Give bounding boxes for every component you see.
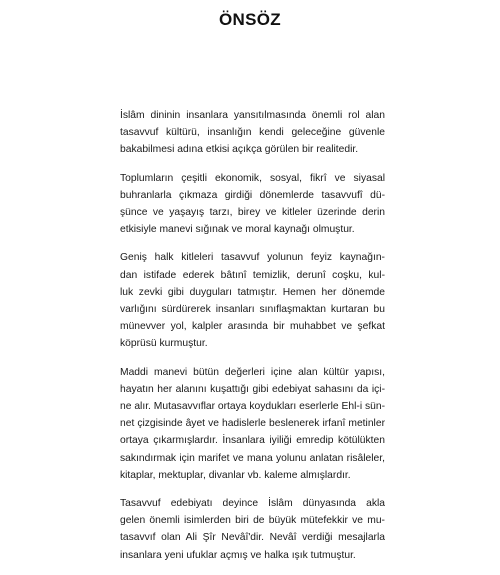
- text-line: ne alır. Mutasavvıflar ortaya koydukları eserlerle Ehl-i sün-: [120, 401, 385, 413]
- text-line: ortaya çıkarmışlardır. İnsanlara iyiliği emredip kötülükten: [120, 435, 385, 447]
- text-line: buhranlarla çıkmaza girdiği dönemlerde tasavvufî dü-: [120, 189, 385, 201]
- text-line: Geniş halk kitleleri tasavvuf yolunun feyiz kaynağın-: [120, 252, 385, 264]
- text-line: münevver yol, kalpler arasında bir muhabbet ve şefkat: [120, 321, 385, 333]
- text-line: İslâm dininin insanlara yansıtılmasında önemli rol alan: [120, 110, 385, 121]
- text-line: Tasavvuf edebiyatı deyince İslâm dünyasında akla: [120, 498, 385, 510]
- paragraph-2: [120, 170, 385, 239]
- text-line: şünce ve yaşayış tarzı, birey ve kitleler üzerinde derin: [120, 207, 385, 219]
- text-line: hayatın her alanını kuşattığı gibi edebiyat sahasını da içi-: [120, 383, 385, 395]
- page-title: ÖNSÖZ: [219, 10, 281, 29]
- text-line: tasavvuf kültürü, insanlığın kendi geleceğine güvenle: [120, 127, 385, 139]
- text-line: luk zevki gibi duyguları tatmıştır. Hemen her dönemde: [120, 286, 385, 298]
- text-line: varlığını sürdürerek insanları sınıflaşmaktan kurtaran bu: [120, 304, 385, 316]
- paragraph-1: [120, 107, 385, 159]
- text-line: kitaplar, mektuplar, divanlar vb. kaleme almışlardır.: [120, 469, 351, 481]
- text-line: dan istifade ederek bâtınî temizlik, derunî coşku, kul-: [120, 269, 385, 281]
- paragraph-3: [120, 249, 385, 352]
- paragraph-4: [120, 364, 385, 484]
- text-line: Toplumların çeşitli ekonomik, sosyal, fikrî ve siyasal: [120, 172, 385, 184]
- text-line: gelen önemli isimlerden biri de büyük mütefekkir ve mu-: [120, 515, 385, 527]
- paragraph-5: [120, 495, 385, 564]
- text-line: net çizgisinde âyet ve hadislerle beslenerek irfanî metinler: [120, 418, 385, 430]
- text-line: Maddi manevi bütün değerleri içine alan kültür yapısı,: [120, 366, 385, 378]
- text-line: köprüsü kurmuştur.: [120, 338, 208, 350]
- text-line: tasavvıf olan Ali Şîr Nevâî'dir. Nevâî verdiği mesajlarla: [120, 532, 385, 544]
- text-line: etkisiyle manevi sığınak ve moral kaynağı olmuştur.: [120, 224, 355, 236]
- text-line: sakındırmak için marifet ve mana yolunu anlatan risâleler,: [120, 452, 385, 464]
- text-line: insanlara yeni ufuklar açmış ve halka ışık tutmuştur.: [120, 549, 356, 561]
- preface-body: [120, 107, 385, 575]
- text-line: bakabilmesi adına etkisi açıkça görülen bir realitedir.: [120, 144, 359, 156]
